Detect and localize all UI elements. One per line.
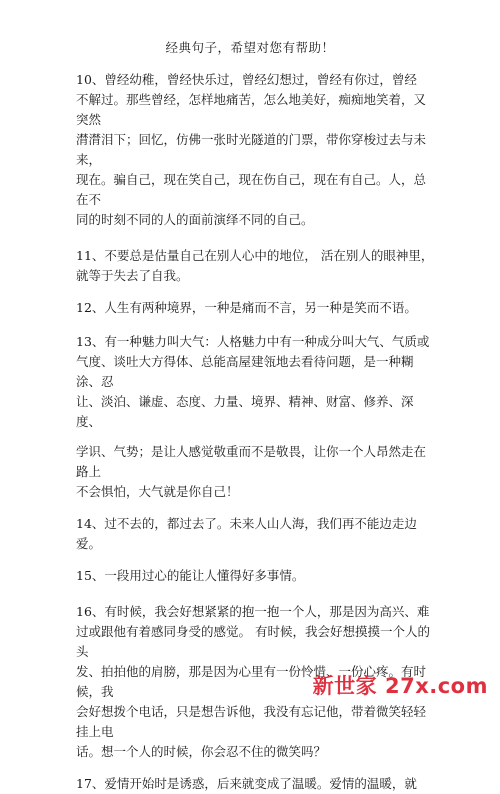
paragraph-15: 15、一段用过心的能让人懂得好多事情。 <box>76 568 305 583</box>
page-header: 经典句子，希望对您有帮助！ <box>165 40 335 55</box>
paragraph-10: 10、曾经幼稚，曾经快乐过，曾经幻想过，曾经有你过，曾经 不解过。那些曾经，怎样地痛苦，怎么地美好，痴痴地笑着，又突然 潸潸泪下；回忆，仿佛一张时光隧道的门票，带你穿梭过去与未来， 现在。骗自己，现在笑自己，现在伤自己，现在有自己。人，总在不 同的时刻不同的人的面前演绎不同的自己。 <box>76 72 427 227</box>
paragraph-13-part-1: 13、有一种魅力叫大气：人格魅力中有一种成分叫大气、气质或 气度、谈吐大方得体、总能高屋建瓴地去看待问题，是一种糊涂、忍 让、淡泊、谦虚、态度、力量、境界、精神、财富、修养、深度、 <box>76 334 430 429</box>
paragraph-11: 11、不要总是估量自己在别人心中的地位， 活在别人的眼神里， 就等于失去了自我。 <box>76 248 434 283</box>
site-watermark: 新世家 27x.com <box>312 674 488 698</box>
paragraph-12: 12、人生有两种境界，一种是痛而不言，另一种是笑而不语。 <box>76 300 417 315</box>
paragraph-13-part-2: 学识、气势；是让人感觉敬重而不是敬畏，让你一个人昂然走在路上 不会惧怕，大气就是你自己！ <box>76 444 427 499</box>
paragraph-14: 14、过不去的，都过去了。未来人山人海，我们再不能边走边 爱。 <box>76 516 417 551</box>
paragraph-17: 17、爱情开始时是诱惑，后来就变成了温暖。爱情的温暖，就 <box>76 776 417 791</box>
paragraph-16: 16、有时候，我会好想紧紧的抱一抱一个人，那是因为高兴、难 过或跟他有着感同身受的感觉。 有时候，我会好想摸摸一个人的头 发、拍拍他的肩膀，那是因为心里有一份怜惜、一份心疼。有时候，我 会好想拨个电话，只是想告诉他，我没有忘记他，带着微笑轻轻挂上电 话。想一个人的时候，你会忍不住的微笑吗？ <box>76 604 430 759</box>
